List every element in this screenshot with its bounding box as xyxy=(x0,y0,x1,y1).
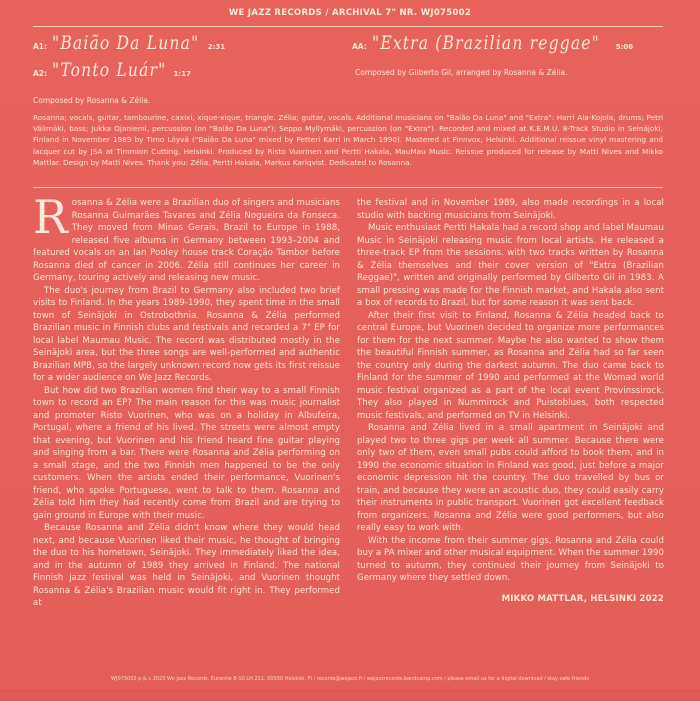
track-duration: 2:31 xyxy=(207,43,226,51)
label-catalog-header: WE JAZZ RECORDS / ARCHIVAL 7" NR. WJ075002 xyxy=(228,8,472,18)
liner-paragraph: Rosanna and Zélia lived in a small apartment in Seinäjoki and played two to three gigs per week all summer. Because there were only two of them, even small pubs could afford to book them, and in 1990 the economic situation in Finland was good, just before a major economic depression hit the country. The duo travelled by bus or train, and because they were an acoustic duo, they could easily carry their instruments in public transport. Vuorinen got excellent feedback from organizers. Rosanna and Zélia were good performers, but also really easy to work with. xyxy=(357,423,664,533)
liner-paragraph: Music enthusiast Pertti Hakala had a record shop and label Maumau Music in Seinäjoki releasing music from local artists. He released a three-track EP from the sessions. with two tracks written by Rosanna & Zélia themselves and their cover version of "Extra (Brazilian Reggae)", written and originally performed by Gilberto Gil in 1983. A small pressing was made for the Finnish market, and Hakala also sent a box of records to Brazil, but for some reason it was sent back. xyxy=(357,223,664,308)
track-aa xyxy=(352,32,633,59)
track-side-label: A2: xyxy=(33,69,48,78)
copyright-footer: WJ075002 p & c 2023 We Jazz Records, Eurantie 8-10 LH 211, 00550 Helsinki, FI / records@wejazz.fi / wejazzrecords.bandcamp.com / please email us for a digital download / stay safe friends xyxy=(111,676,589,682)
track-a2 xyxy=(33,59,225,86)
track-title: "Extra (Brazilian reggae" xyxy=(371,32,600,54)
track-duration: 1:17 xyxy=(173,70,191,78)
side-a-composer-credit: Composed by Rosanna & Zélia. xyxy=(33,96,151,105)
track-duration: 5:06 xyxy=(615,43,634,51)
track-a1 xyxy=(33,32,225,59)
liner-notes-right-column xyxy=(357,197,664,605)
side-aa-tracklist xyxy=(352,32,633,59)
track-title: "Tonto Luár" xyxy=(52,59,167,81)
liner-paragraph: The duo's journey from Brazil to Germany also included two brief visits to Finland. In the years 1989-1990, they spent time in the small town of Seinäjoki in Ostrobothnia. Rosanna & Zélia performed Brazilian music in Finnish clubs and festivals and recorded a 7" EP for local label Maumau Music. The record was distributed mostly in the Seinäjoki area, but the three songs are well-performed and authentic Brazilian MPB, so the largely unknown record now gets its first reissue for a wider audience on We Jazz Records. xyxy=(33,285,340,383)
liner-paragraph: After their first visit to Finland, Rosanna & Zélia headed back to central Europe, but Vuorinen decided to organize more performances for them for the next summer. Maybe he also wanted to show them the beautiful Finnish summer, as Rosanna and Zélia had so far seen the country only during the darkest autumn. The duo came back to Finland for the summer of 1990 and performed at the Womad world music festival organized as a part of the local event Provinssirock. They also played in Nummirock and Puistoblues, both respected music festivals, and performed on TV in Helsinki. xyxy=(357,310,664,421)
track-side-label: AA: xyxy=(352,42,367,51)
personnel-credits: Rosanna; vocals, guitar, tambourine, caxixi, xique-xique, triangle. Zélia; guitar, vocals. Additional musicians on "Baião Da Luna" and "Extra": Harri Ala-Kojola, drums; Petri Välimäki, bass; Jukka Ojaniemi, percussion (on "Baião Da Luna"); Seppo Myllymäki, percussion (on "Extra"). Recorded and mixed at K.E.M.U. 8-Track Studio in Seinäjoki, Finland in November 1989 by Timo Löyvä ("Baião Da Luna" mixed by Petteri Karri in March 1990). Mastered at Finnvox, Helsinki. Additional reissue vinyl mastering and lacquer cut by JSA at Timmion Cutting, Helsinki. Produced by Risto Vuorinen and Pertti Hakala, MauMau Music. Reissue produced for release by Matti Nives and Mikko Mattlar. Design by Matti Nives. Thank you: Zélia, Pertti Hakala, Markus Karlqvist. Dedicated to Rosanna. xyxy=(33,113,663,167)
divider-top xyxy=(33,26,663,27)
liner-paragraph: Rosanna & Zélia were a Brazilian duo of singers and musicians Rosanna Guimarães Tavares and Zélia Nogueira da Fonseca. They moved from Minas Gerais, Brazil to Europe in 1988, released five albums in Germany between 1993–2004 and featured vocals on an Ian Pooley house track Coração Tambor before Rosanna died of cancer in 2006. Zélia still continues her career in Germany, touring actively and releasing new music. xyxy=(33,190,340,283)
side-aa-composer-credit: Composed by Gilberto Gil, arranged by Rosanna & Zélia. xyxy=(355,68,568,77)
author-signature: MIKKO MATTLAR, HELSINKI 2022 xyxy=(501,593,664,604)
liner-paragraph: Because Rosanna and Zélia didn't know where they would head next, and because Vuorinen liked their music, he thought of bringing the duo to his hometown, Seinäjoki. They immediately liked the idea, and in the autumn of 1989 they arrived in Finland. The national Finnish jazz festival was held in Seinäjoki, and Vuorinen thought Rosanna & Zélia's Brazilian music would fit right in. They performed at xyxy=(33,523,340,608)
sleeve-bottom-edge xyxy=(0,690,700,701)
divider-middle xyxy=(33,187,663,188)
liner-paragraph: But how did two Brazilian women find their way to a small Finnish town to record an EP? The main reason for this was music journalist and promoter Risto Vuorinen, who was on a holiday in Albufeira, Portugal, where a friend of his lived. The streets were almost empty that evening, but Vuorinen and his friend heard fine guitar playing and singing from a bar. There were Rosanna and Zélia performing on a small stage, and the two Finnish men happened to be the only customers. When the artists ended their performance, Vuorinen's friend, who spoke Portuguese, went to talk to them. Rosanna and Zélia told him they had recently come from Brazil and are trying to gain ground in Europe with their music. xyxy=(33,385,340,521)
side-a-tracklist xyxy=(33,32,225,86)
track-title: "Baião Da Luna" xyxy=(52,32,200,54)
liner-notes-left-column xyxy=(33,190,340,610)
track-side-label: A1: xyxy=(33,42,48,51)
liner-paragraph: the festival and in November 1989, also made recordings in a local studio with backing musicians from Seinäjoki. xyxy=(357,198,664,221)
drop-cap: R xyxy=(33,190,68,244)
liner-paragraph: With the income from their summer gigs, Rosanna and Zélia could buy a PA mixer and other musical equipment. When the summer 1990 turned to autumn, they continued their journey from Seinäjoki to Germany where they settled down. xyxy=(357,535,664,583)
